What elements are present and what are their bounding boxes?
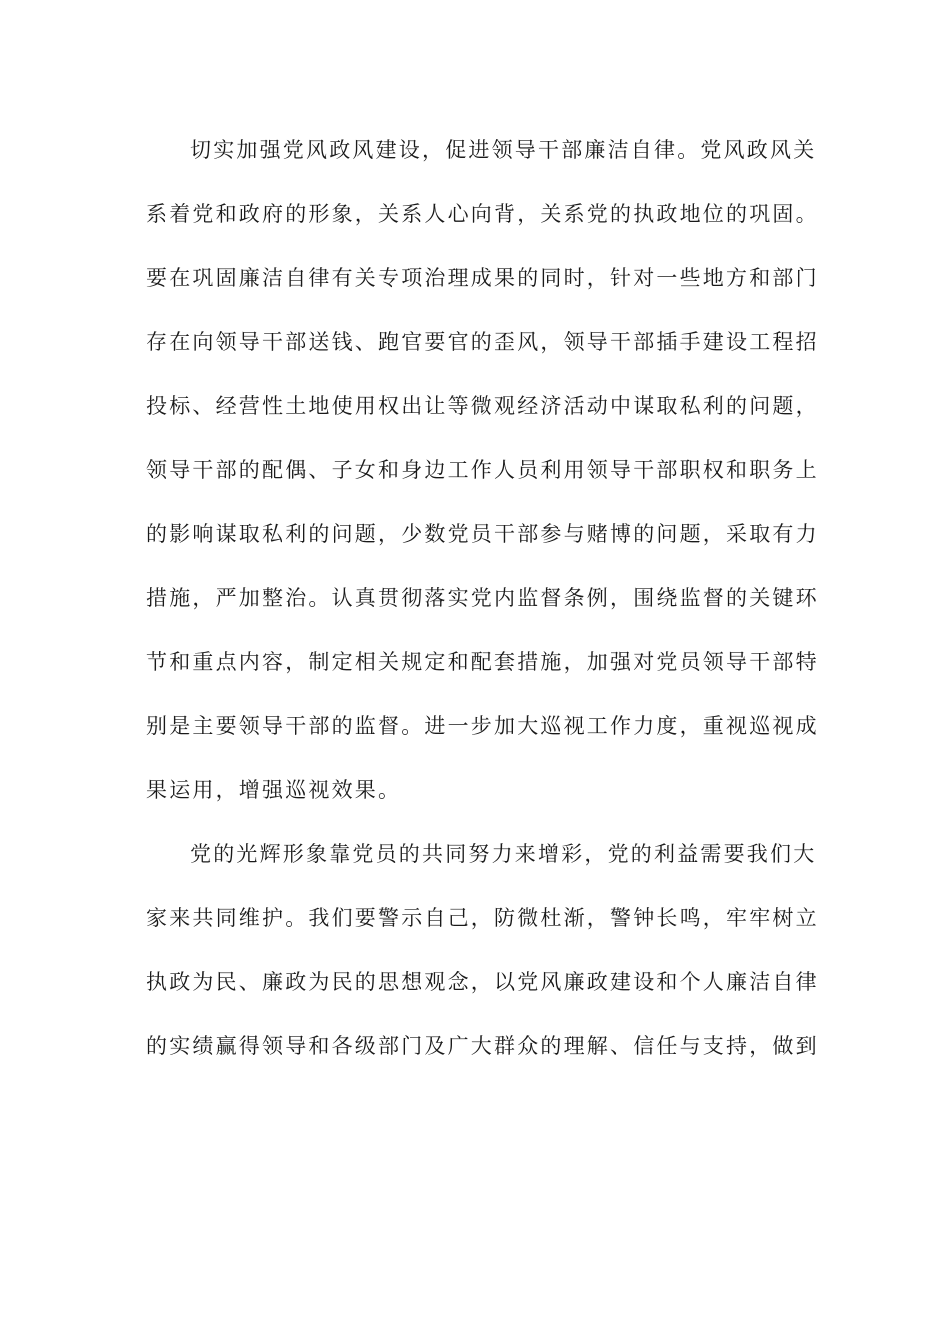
paragraph-1-line-11: 果运用，增强巡视效果。 (146, 778, 402, 802)
document-body (146, 128, 819, 1088)
paragraph-2-line-3: 执政为民、廉政为民的思想观念，以党风廉政建设和个人廉洁自律 (146, 970, 819, 994)
paragraph-1-line-2: 系着党和政府的形象，关系人心向背，关系党的执政地位的巩固。 (146, 202, 819, 226)
paragraph-1-line-1: 切实加强党风政风建设，促进领导干部廉洁自律。党风政风关 (190, 138, 817, 162)
paragraph-1-line-5: 投标、经营性土地使用权出让等微观经济活动中谋取私利的问题， (146, 394, 819, 418)
paragraph-2-line-1: 党的光辉形象靠党员的共同努力来增彩，党的利益需要我们大 (190, 842, 817, 866)
paragraph-1-line-7: 的影响谋取私利的问题，少数党员干部参与赌博的问题，采取有力 (146, 522, 819, 546)
paragraph-1-line-10: 别是主要领导干部的监督。进一步加大巡视工作力度，重视巡视成 (146, 714, 819, 738)
paragraph-2-line-2: 家来共同维护。我们要警示自己，防微杜渐，警钟长鸣，牢牢树立 (146, 906, 819, 930)
paragraph-1-line-9: 节和重点内容，制定相关规定和配套措施，加强对党员领导干部特 (146, 650, 819, 674)
paragraph-1-line-8: 措施，严加整治。认真贯彻落实党内监督条例，围绕监督的关键环 (146, 586, 819, 610)
paragraph-1-line-6: 领导干部的配偶、子女和身边工作人员利用领导干部职权和职务上 (146, 458, 819, 482)
paragraph-2-line-4: 的实绩赢得领导和各级部门及广大群众的理解、信任与支持，做到 (146, 1034, 819, 1058)
paragraph-1-line-3: 要在巩固廉洁自律有关专项治理成果的同时，针对一些地方和部门 (146, 266, 819, 290)
paragraph-1-line-4: 存在向领导干部送钱、跑官要官的歪风，领导干部插手建设工程招 (146, 330, 819, 354)
